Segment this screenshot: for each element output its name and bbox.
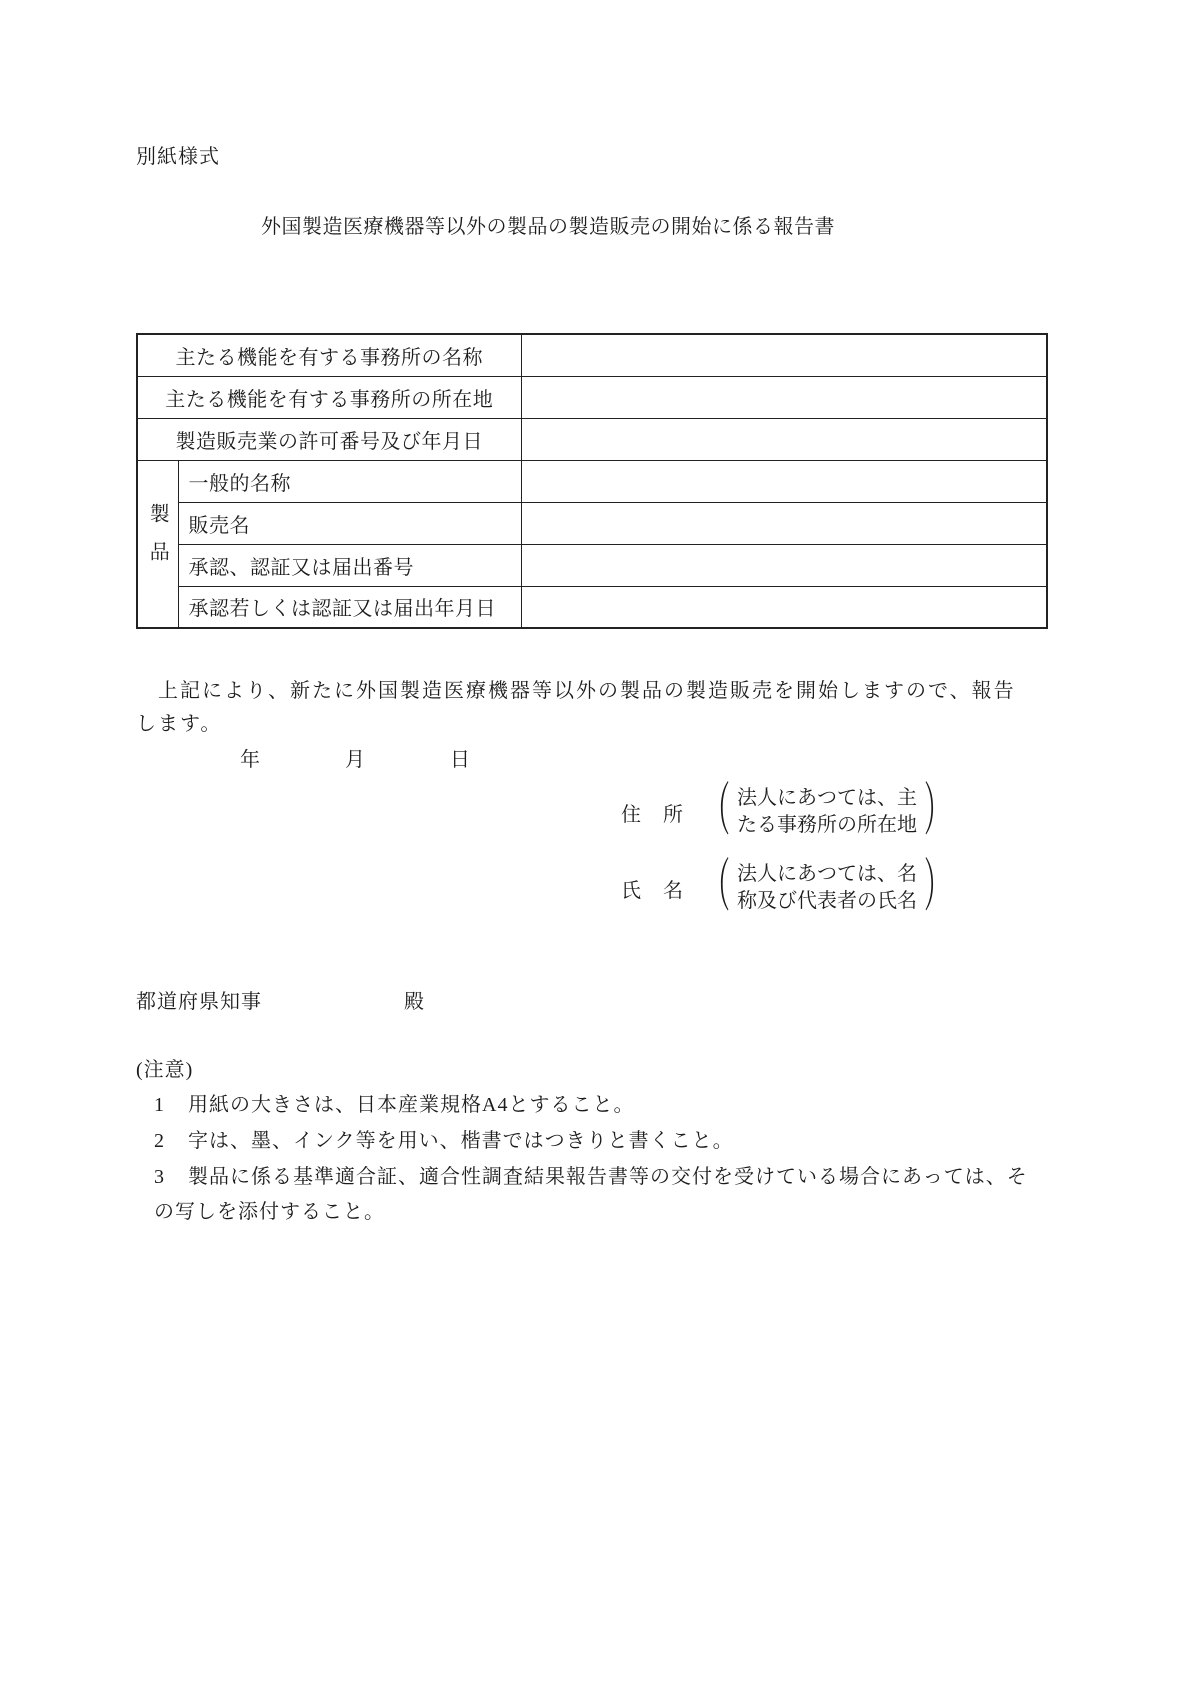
product-group-label: 製品 <box>137 460 178 628</box>
close-paren-icon: ） <box>924 855 951 919</box>
table-row <box>137 334 1047 376</box>
date-line: 年 月 日 <box>240 749 471 771</box>
note-number: 2 <box>154 1130 165 1152</box>
form-style-label: 別紙様式 <box>136 146 220 168</box>
address-note-line2: たる事務所の所在地 <box>737 814 918 836</box>
addressee-line <box>136 987 1045 1017</box>
note-number: 1 <box>154 1094 165 1116</box>
brand-name-label: 販売名 <box>178 502 521 544</box>
note-text: 製品に係る基準適合証、適合性調査結果報告書等の交付を受けている場合にあっては、その写しを添付すること。 <box>154 1166 1028 1223</box>
name-note <box>737 861 917 915</box>
approval-number-value <box>521 544 1047 586</box>
address-row <box>621 781 1045 843</box>
approval-date-label: 承認若しくは認証又は届出年月日 <box>178 586 521 628</box>
signature-block <box>621 781 1045 919</box>
generic-name-value <box>521 460 1047 502</box>
note-number: 3 <box>154 1166 165 1188</box>
notes-heading: (注意) <box>136 1059 194 1081</box>
addressee-label: 都道府県知事 <box>136 991 262 1013</box>
name-row <box>621 857 1045 919</box>
open-paren-icon: （ <box>704 779 731 843</box>
report-table <box>136 333 1048 629</box>
approval-number-label: 承認、認証又は届出番号 <box>178 544 521 586</box>
office-address-value <box>521 376 1047 418</box>
body-paragraph-line2: します。 <box>136 713 223 735</box>
name-note-line1: 法人にあつては、名 <box>737 863 918 885</box>
table-row <box>137 418 1047 460</box>
table-row <box>137 460 1047 502</box>
open-paren-icon: （ <box>704 855 731 919</box>
body-paragraph <box>136 675 1045 741</box>
notes-section <box>136 1053 1045 1230</box>
office-name-label: 主たる機能を有する事務所の名称 <box>137 334 521 376</box>
address-note-line1: 法人にあつては、主 <box>737 787 918 809</box>
generic-name-label: 一般的名称 <box>178 460 521 502</box>
note-item <box>136 1160 1045 1230</box>
approval-date-value <box>521 586 1047 628</box>
office-name-value <box>521 334 1047 376</box>
name-label: 氏 名 <box>621 879 684 902</box>
note-item <box>136 1124 1045 1159</box>
body-paragraph-line1: 上記により、新たに外国製造医療機器等以外の製品の製造販売を開始しますので、報告 <box>136 680 1016 702</box>
table-row <box>137 544 1047 586</box>
table-row <box>137 502 1047 544</box>
address-note <box>737 785 917 839</box>
table-row <box>137 586 1047 628</box>
addressee-honorific: 殿 <box>404 991 425 1013</box>
note-item <box>136 1088 1045 1123</box>
license-number-label: 製造販売業の許可番号及び年月日 <box>137 418 521 460</box>
close-paren-icon: ） <box>924 779 951 843</box>
license-number-value <box>521 418 1047 460</box>
page-title: 外国製造医療機器等以外の製品の製造販売の開始に係る報告書 <box>261 216 835 238</box>
note-text: 用紙の大きさは、日本産業規格A4とすること。 <box>188 1094 635 1116</box>
office-address-label: 主たる機能を有する事務所の所在地 <box>137 376 521 418</box>
brand-name-value <box>521 502 1047 544</box>
address-label: 住 所 <box>621 803 684 826</box>
table-row <box>137 376 1047 418</box>
note-text: 字は、墨、インク等を用い、楷書ではつきりと書くこと。 <box>188 1130 734 1152</box>
name-note-line2: 称及び代表者の氏名 <box>737 890 918 912</box>
